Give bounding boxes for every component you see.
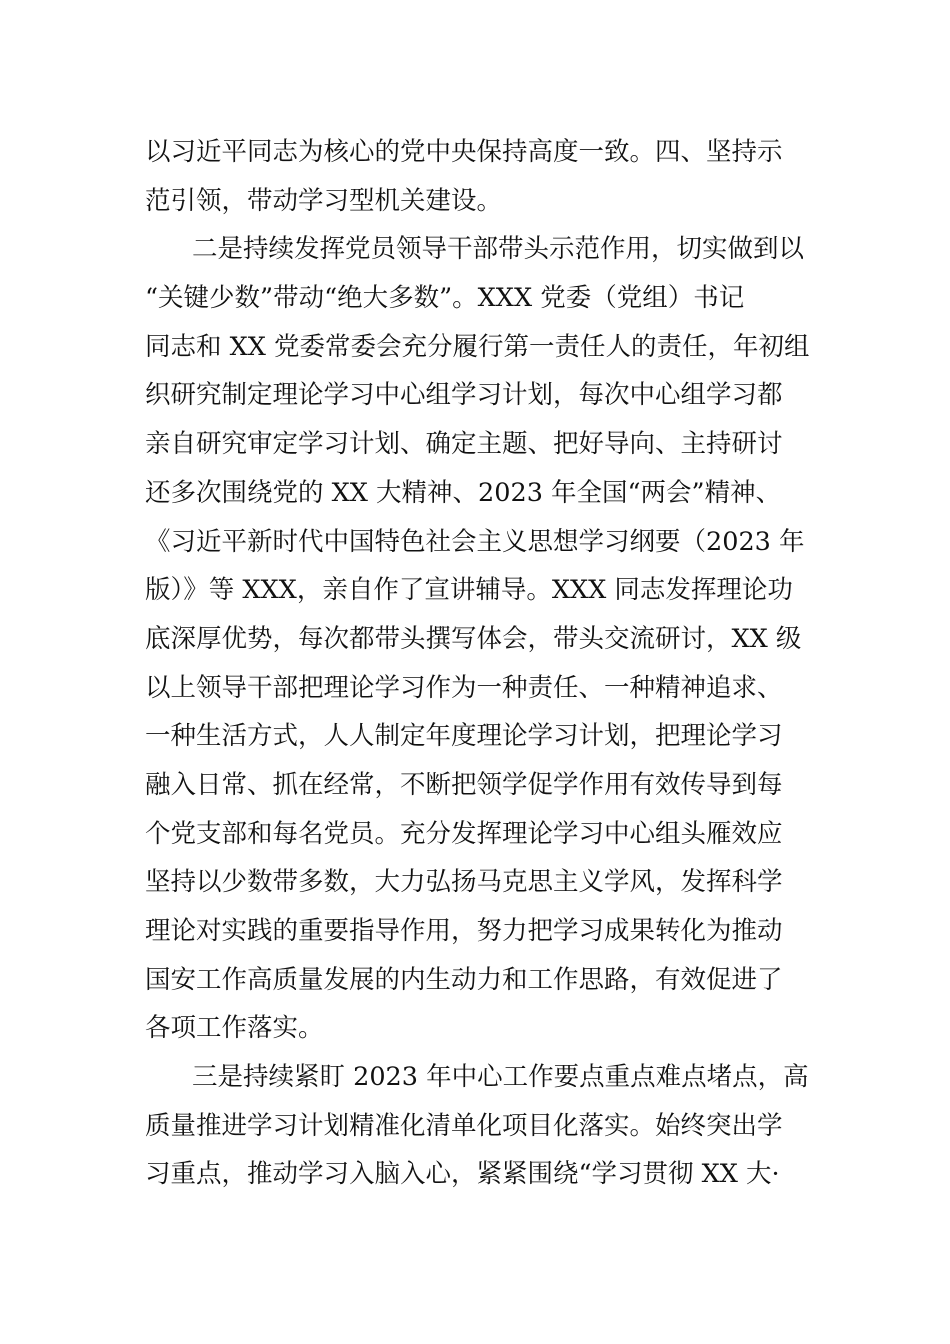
text-line: 《习近平新时代中国特色社会主义思想学习纲要（2023 年 [145, 526, 805, 557]
text-line: 质量推进学习计划精准化清单化项目化落实。始终突出学 [145, 1110, 783, 1141]
text-line: 各项工作落实。 [145, 1013, 324, 1044]
text-line: 以上领导干部把理论学习作为一种责任、一种精神追求、 [145, 672, 783, 703]
text-line: 同志和 XX 党委常委会充分履行第一责任人的责任，年初组 [145, 331, 810, 362]
text-line: 还多次围绕党的 XX 大精神、2023 年全国“两会”精神、 [145, 477, 782, 508]
text-line: 一种生活方式，人人制定年度理论学习计划，把理论学习 [145, 721, 783, 752]
text-line: 版）》等 XXX，亲自作了宣讲辅导。XXX 同志发挥理论功 [145, 575, 793, 606]
paragraph-start-line: 三是持续紧盯 2023 年中心工作要点重点难点堵点，高 [192, 1062, 809, 1093]
document-body [145, 128, 815, 1199]
text-line: “关键少数”带动“绝大多数”。XXX 党委（党组）书记 [145, 283, 745, 314]
paragraph-start-line: 二是持续发挥党员领导干部带头示范作用，切实做到以 [192, 234, 805, 265]
text-line: 亲自研究审定学习计划、确定主题、把好导向、主持研讨 [145, 429, 783, 460]
text-line: 国安工作高质量发展的内生动力和工作思路，有效促进了 [145, 964, 783, 995]
text-line: 织研究制定理论学习中心组学习计划，每次中心组学习都 [145, 380, 783, 411]
text-line: 融入日常、抓在经常，不断把领学促学作用有效传导到每 [145, 769, 783, 800]
text-line: 个党支部和每名党员。充分发挥理论学习中心组头雁效应 [145, 818, 783, 849]
text-line: 理论对实践的重要指导作用，努力把学习成果转化为推动 [145, 916, 783, 946]
text-line: 以习近平同志为核心的党中央保持高度一致。四、坚持示 [145, 137, 783, 167]
text-line: 范引领，带动学习型机关建设。 [145, 185, 503, 216]
text-line: 习重点，推动学习入脑入心，紧紧围绕“学习贯彻 XX 大· [145, 1159, 780, 1190]
text-line: 坚持以少数带多数，大力弘扬马克思主义学风，发挥科学 [145, 867, 783, 898]
text-line: 底深厚优势，每次都带头撰写体会，带头交流研讨，XX 级 [145, 623, 802, 654]
